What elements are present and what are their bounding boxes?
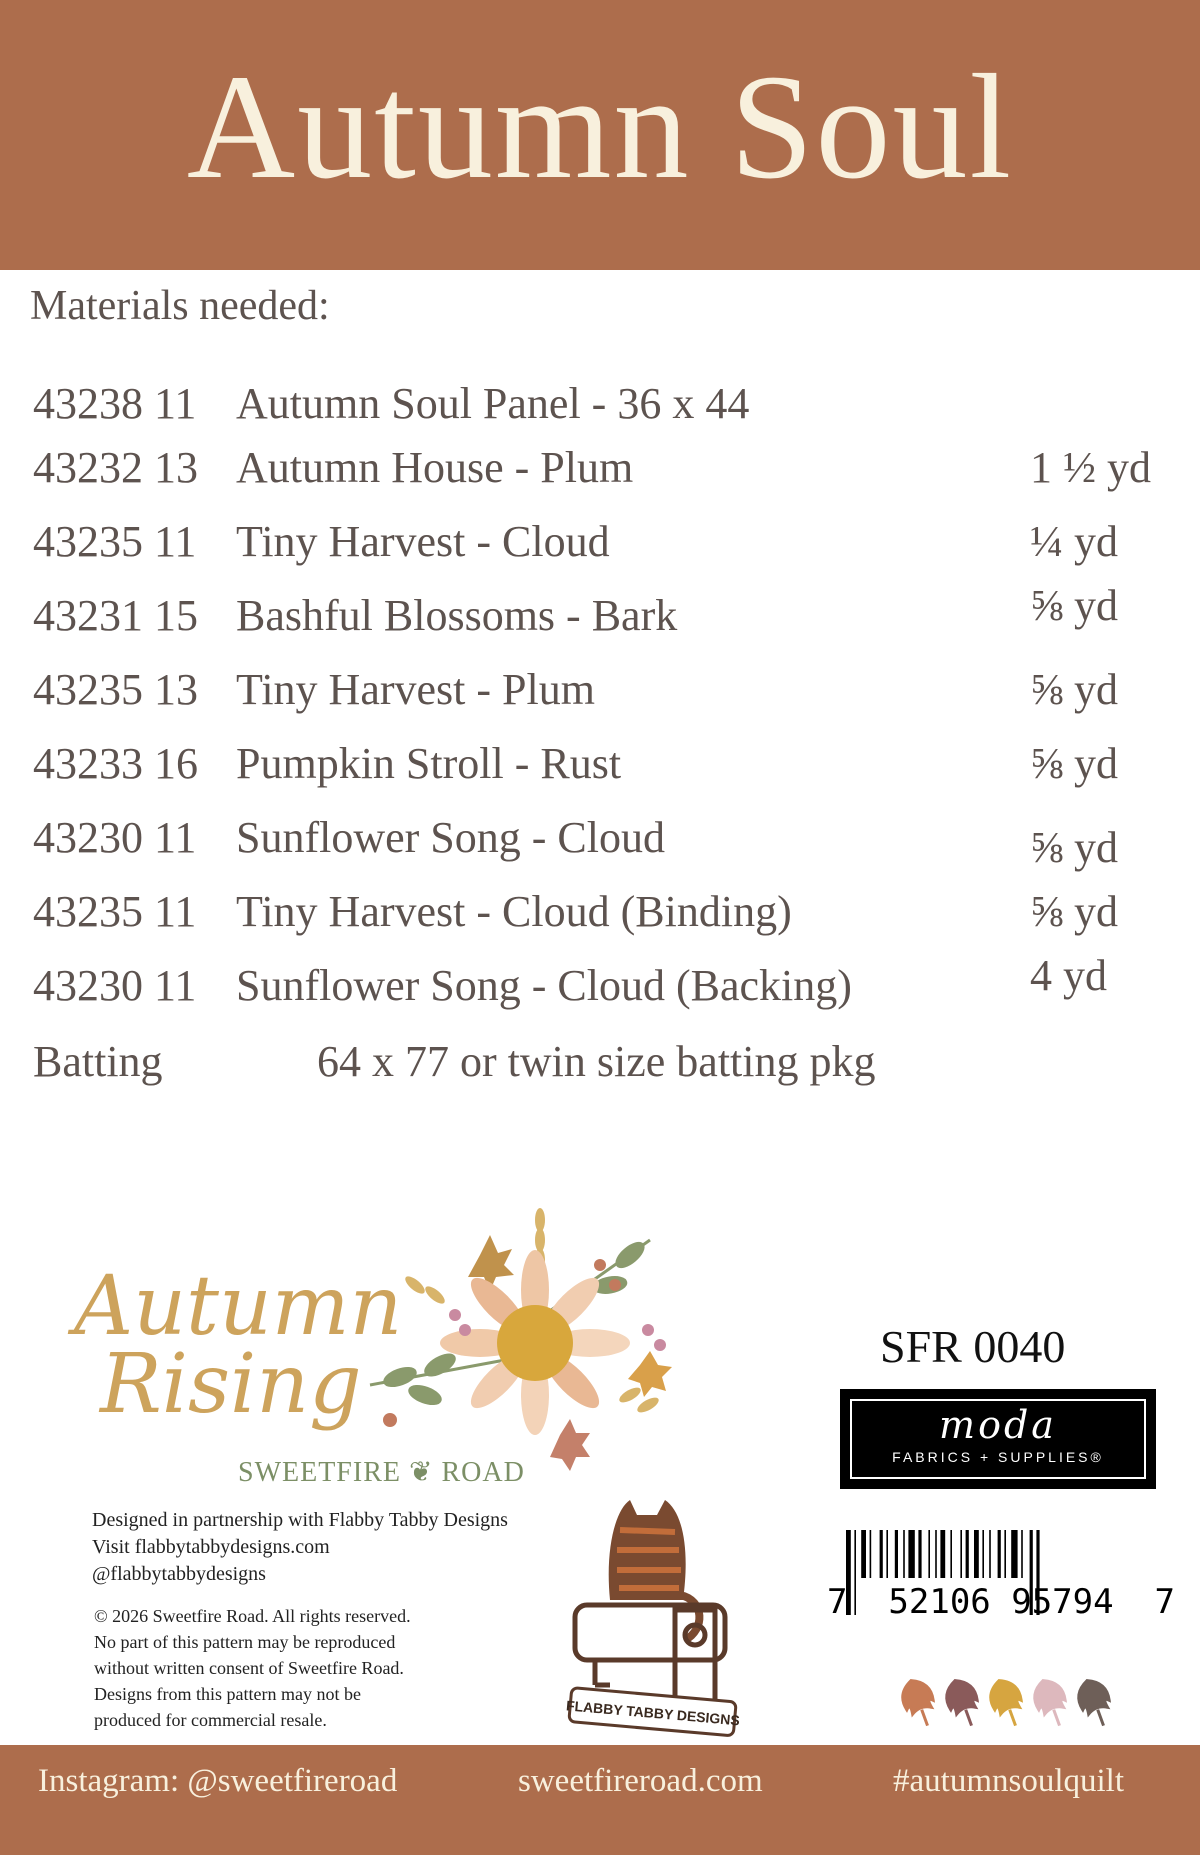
material-code: 43233 16	[33, 739, 198, 788]
material-quantity: ⅝ yd	[1030, 739, 1118, 788]
sweetfire-road-brand: SWEETFIRE ❦ ROAD	[238, 1457, 525, 1488]
barcode-bar	[966, 1530, 969, 1578]
material-row	[0, 516, 1200, 576]
moda-tagline: FABRICS + SUPPLIES®	[892, 1449, 1104, 1465]
material-code: 43232 13	[33, 443, 198, 492]
material-row	[0, 886, 1200, 946]
barcode-bar	[886, 1530, 888, 1578]
barcode-bar	[940, 1530, 945, 1578]
material-row	[0, 442, 1200, 502]
barcode-bar	[998, 1530, 1001, 1578]
moda-logo	[840, 1389, 1156, 1489]
material-row	[0, 812, 1200, 872]
barcode-bar	[1004, 1530, 1006, 1578]
material-row	[0, 951, 1200, 1020]
copyright-line: No part of this pattern may be reproduced	[94, 1632, 396, 1652]
autumn-rising-logo	[74, 1259, 454, 1432]
material-quantity: ¼ yd	[1030, 517, 1118, 566]
barcode-bar	[935, 1530, 937, 1578]
material-quantity: 4 yd	[1030, 951, 1107, 1000]
batting-value: 64 x 77 or twin size batting pkg	[317, 1037, 876, 1086]
material-row	[0, 738, 1200, 798]
barcode-bar	[903, 1530, 905, 1578]
barcode-bar	[974, 1530, 979, 1578]
material-name: Sunflower Song - Cloud (Backing)	[236, 961, 852, 1010]
barcode-bar	[895, 1530, 898, 1578]
material-quantity: ⅝ yd	[1030, 665, 1118, 714]
copyright-notice	[94, 1603, 494, 1733]
material-name: Sunflower Song - Cloud	[236, 813, 665, 862]
barcode-bar	[861, 1530, 866, 1578]
material-code: 43235 13	[33, 665, 198, 714]
barcode-bar	[1011, 1530, 1017, 1578]
material-name: Tiny Harvest - Cloud	[236, 517, 610, 566]
pattern-sku: SFR 0040	[880, 1321, 1066, 1372]
cat-icon	[609, 1500, 700, 1640]
barcode-bar	[960, 1530, 962, 1578]
material-quantity: ⅝ yd	[1030, 823, 1118, 872]
batting-label: Batting	[33, 1037, 163, 1086]
moda-logo-frame	[850, 1399, 1146, 1479]
leaf-color-swatches	[900, 1675, 1140, 1735]
material-name: Autumn Soul Panel - 36 x 44	[236, 379, 750, 428]
moda-wordmark: moda	[939, 1403, 1057, 1447]
material-name: Pumpkin Stroll - Rust	[236, 739, 622, 788]
barcode-bar	[1021, 1530, 1023, 1578]
credits-website: Visit flabbytabbydesigns.com	[92, 1536, 330, 1558]
material-code: 43238 11	[33, 379, 197, 428]
material-code: 43230 11	[33, 961, 197, 1010]
barcode-bar	[982, 1530, 984, 1578]
barcode-bar	[928, 1530, 930, 1578]
oak-leaf-icon	[985, 1676, 1029, 1731]
material-quantity: ⅝ yd	[1030, 581, 1118, 630]
material-name: Tiny Harvest - Cloud (Binding)	[236, 887, 792, 936]
material-name: Autumn House - Plum	[236, 443, 634, 492]
barcode-bar	[908, 1530, 914, 1578]
oak-leaf-icon	[1029, 1676, 1073, 1731]
copyright-line: Designs from this pattern may not be	[94, 1684, 361, 1704]
copyright-line: produced for commercial resale.	[94, 1710, 327, 1730]
material-code: 43231 15	[33, 591, 198, 640]
material-code: 43235 11	[33, 887, 197, 936]
material-name: Bashful Blossoms - Bark	[236, 591, 678, 640]
material-quantity: ⅝ yd	[1030, 887, 1118, 936]
barcode-bar	[918, 1530, 921, 1578]
flabby-tabby-cat-sewing-machine	[565, 1490, 745, 1740]
oak-leaf-icon	[1073, 1676, 1117, 1731]
credits-partnership: Designed in partnership with Flabby Tabby Designs	[92, 1509, 508, 1531]
copyright-line: © 2026 Sweetfire Road. All rights reserved.	[94, 1606, 411, 1626]
material-quantity: 1 ½ yd	[1030, 443, 1151, 492]
material-row	[0, 664, 1200, 724]
oak-leaf-icon	[900, 1676, 941, 1731]
material-code: 43230 11	[33, 813, 197, 862]
material-row	[0, 581, 1200, 650]
website-link: sweetfireroad.com	[518, 1763, 763, 1799]
instagram-handle: Instagram: @sweetfireroad	[38, 1763, 398, 1799]
material-name: Tiny Harvest - Plum	[236, 665, 595, 714]
credits-block	[92, 1507, 592, 1588]
materials-heading: Materials needed:	[30, 283, 330, 329]
logo-line-1: Autumn	[74, 1259, 403, 1354]
footer-banner	[0, 1745, 1200, 1855]
page-title: Autumn Soul	[186, 44, 1014, 210]
hashtag: #autumnsoulquilt	[893, 1763, 1124, 1799]
credits-handle: @flabbytabbydesigns	[92, 1563, 266, 1585]
barcode-number: 7 52106 95794 7	[827, 1582, 1175, 1622]
oak-leaf-icon	[941, 1676, 985, 1731]
barcode-bar	[870, 1530, 872, 1578]
material-code: 43235 11	[33, 517, 197, 566]
barcode-bar	[950, 1530, 952, 1578]
barcode-bar	[880, 1530, 883, 1578]
flabby-tabby-badge-text: FLABBY TABBY DESIGNS	[565, 1697, 741, 1729]
barcode-bar	[989, 1530, 991, 1578]
copyright-line: without written consent of Sweetfire Road.	[94, 1658, 404, 1678]
sunflower	[440, 1250, 630, 1435]
logo-line-2: Rising	[100, 1337, 362, 1432]
material-row	[0, 378, 1200, 438]
